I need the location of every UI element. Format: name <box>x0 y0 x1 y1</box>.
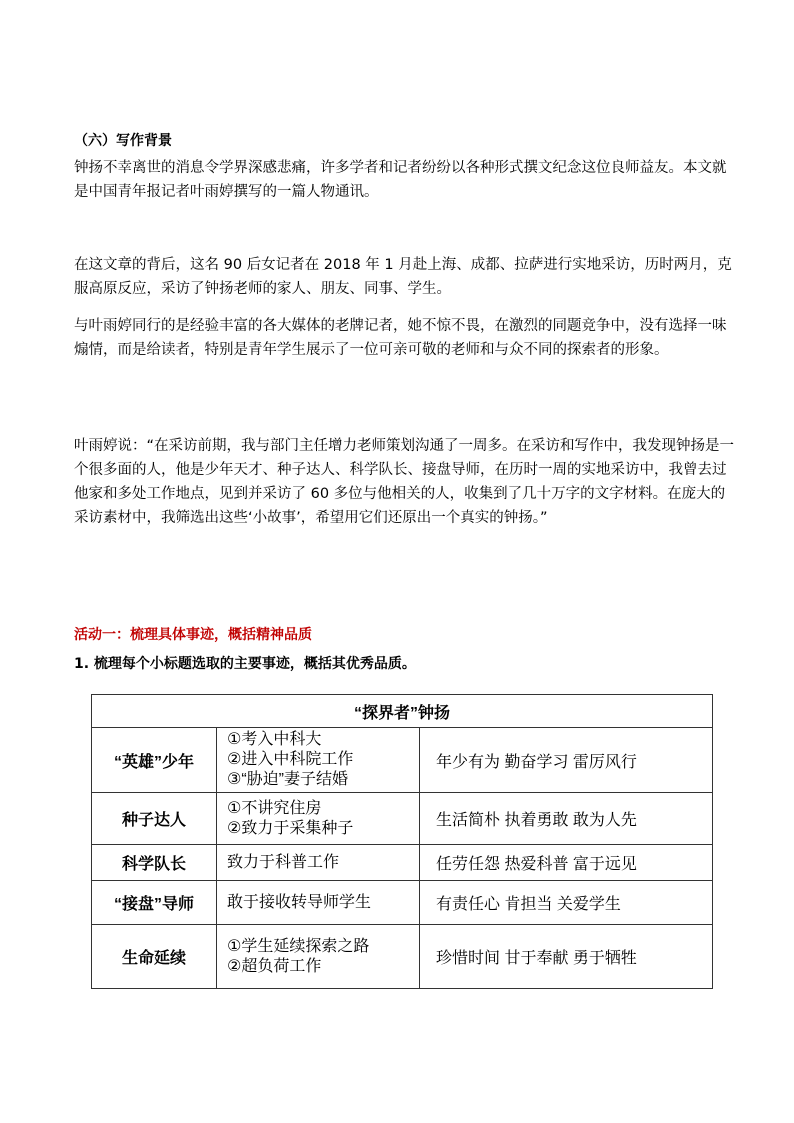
table-row <box>92 925 713 989</box>
paragraph: 叶雨婷说：“在采访前期，我与部门主任增力老师策划沟通了一周多。在采访和写作中，我发现钟扬是一个很多面的人，他是少年天才、种子达人、科学队长、接盘导师，在历时一周的实地采访中，我曾去过他家和多处工作地点，见到并采访了 60 多位与他相关的人，收集到了几十万字的文字材料。在庞大的采访素材中，我筛选出这些‘小故事’，希望用它们还原出一个真实的钟扬。” <box>74 438 735 526</box>
section-heading: （六）写作背景 <box>74 133 172 149</box>
deed-item: ③“胁迫”妻子结婚 <box>227 771 349 788</box>
row-deeds <box>217 925 420 989</box>
table-title: “探界者”钟扬 <box>92 695 713 728</box>
row-quality: 任劳任怨 热爱科普 富于远见 <box>420 845 713 881</box>
table-row <box>92 881 713 925</box>
table-row <box>92 728 713 793</box>
row-deeds <box>217 881 420 925</box>
deed-item: 致力于科普工作 <box>227 853 340 871</box>
row-label: “接盘”导师 <box>92 881 217 925</box>
row-quality: 有责任心 肯担当 关爱学生 <box>420 881 713 925</box>
paragraph: 在这文章的背后，这名 90 后女记者在 2018 年 1 月赴上海、成都、拉萨进行实地采访，历时两月，克服高原反应，采访了钟扬老师的家人、朋友、同事、学生。 <box>74 257 732 297</box>
row-deeds <box>217 793 420 845</box>
deed-item: 敢于接收转导师学生 <box>227 893 372 911</box>
row-quality: 年少有为 勤奋学习 雷厉风行 <box>420 728 713 793</box>
deed-item: ①学生延续探索之路 <box>227 937 370 955</box>
row-label: 生命延续 <box>92 925 217 989</box>
deed-item: ②超负荷工作 <box>227 957 322 975</box>
table-row <box>92 845 713 881</box>
row-label: 科学队长 <box>92 845 217 881</box>
row-deeds <box>217 728 420 793</box>
deeds-table <box>91 694 713 989</box>
paragraph: 钟扬不幸离世的消息令学界深感悲痛，许多学者和记者纷纷以各种形式撰文纪念这位良师益友。本文就是中国青年报记者叶雨婷撰写的一篇人物通讯。 <box>74 160 727 200</box>
activity-heading: 活动一：梳理具体事迹，概括精神品质 <box>74 627 312 643</box>
row-label: “英雄”少年 <box>92 728 217 793</box>
paragraph: 与叶雨婷同行的是经验丰富的各大媒体的老牌记者，她不惊不畏，在激烈的同题竞争中，没有选择一味煽情，而是给读者，特别是青年学生展示了一位可亲可敬的老师和与众不同的探索者的形象。 <box>74 318 727 358</box>
row-deeds <box>217 845 420 881</box>
row-quality: 珍惜时间 甘于奉献 勇于牺牲 <box>420 925 713 989</box>
deed-item: ②进入中科院工作 <box>227 751 354 768</box>
deed-item: ②致力于采集种子 <box>227 819 354 837</box>
row-label: 种子达人 <box>92 793 217 845</box>
row-quality: 生活简朴 执着勇敢 敢为人先 <box>420 793 713 845</box>
task-heading: 1. 梳理每个小标题选取的主要事迹，概括其优秀品质。 <box>74 656 416 672</box>
table-row <box>92 793 713 845</box>
deed-item: ①考入中科大 <box>227 731 322 748</box>
table-title-row <box>92 695 713 728</box>
deed-item: ①不讲究住房 <box>227 799 322 817</box>
